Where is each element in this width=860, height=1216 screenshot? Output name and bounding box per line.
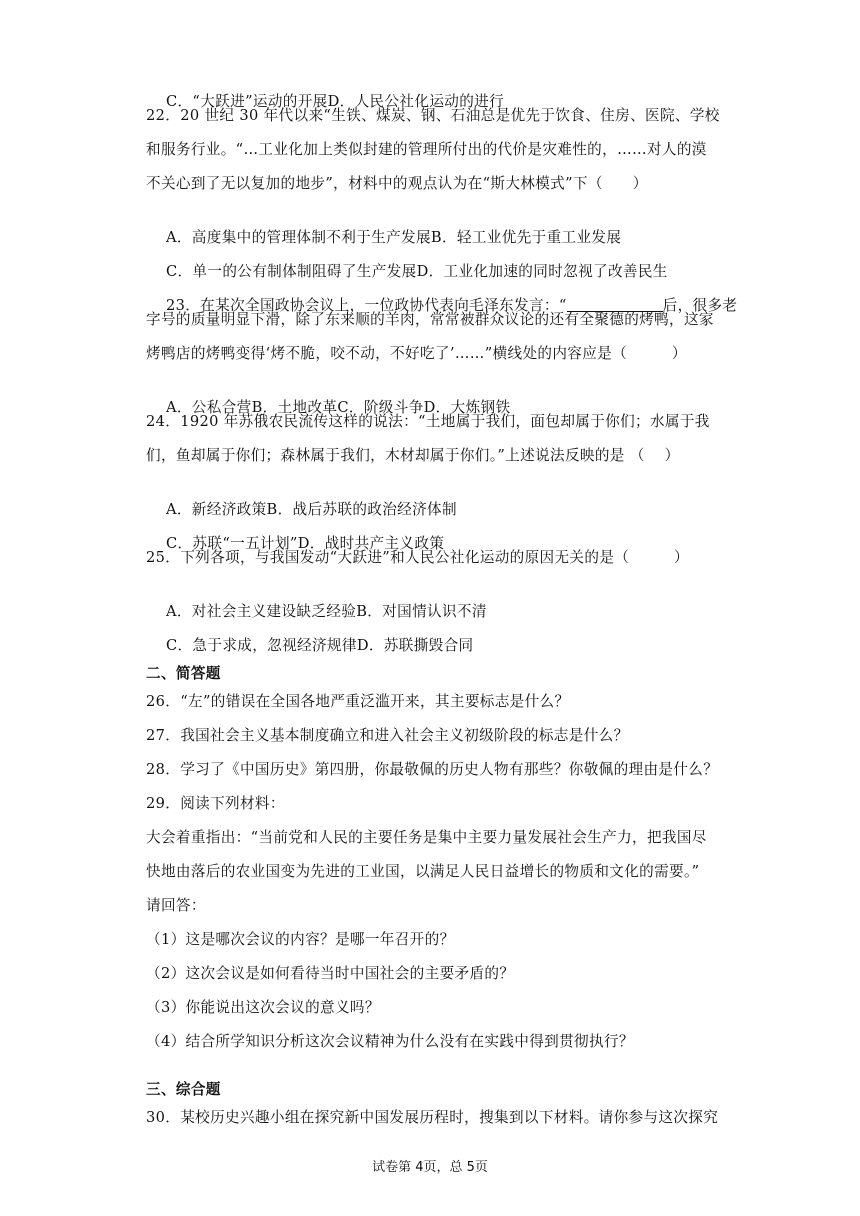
q25-option-b: B．对国情认识不清 — [356, 603, 487, 620]
q25-option-c: C．急于求成，忽视经济规律 — [165, 637, 357, 654]
q25-option-d: D．苏联撕毁合同 — [356, 637, 474, 654]
q24-stem-line-1: 24．1920 年苏俄农民流传这样的说法：“土地属于我们，面包却属于你们；水属于我 — [146, 413, 710, 430]
q26-stem: 26．“左”的错误在全国各地严重泛滥开来，其主要标志是什么？ — [146, 693, 570, 710]
q22-option-d: D．工业化加速的同时忽视了改善民生 — [416, 263, 668, 280]
q23-stem-line-2: 字号的质量明显下滑，除了东来顺的羊肉，常常被群众议论的还有全聚德的烤鸭，这家 — [146, 311, 714, 328]
q29-sub-1: （1）这是哪次会议的内容？是哪一年召开的？ — [146, 931, 455, 948]
section-3-title: 三、综合题 — [146, 1081, 221, 1098]
q29-sub-3: （3）你能说出这次会议的意义吗？ — [146, 999, 380, 1016]
q29-sub-2: （2）这次会议是如何看待当时中国社会的主要矛盾的？ — [146, 965, 515, 982]
q24-stem-line-2: 们，鱼却属于你们；森林属于我们，木材却属于你们。”上述说法反映的是 （ ） — [146, 447, 680, 464]
q23-stem-post: 后，很多老 — [662, 297, 738, 314]
q23-option-b: B．土地改革 — [251, 399, 338, 416]
q21-option-d: D．人民公社化运动的进行 — [327, 93, 505, 110]
section-2-title: 二、简答题 — [146, 665, 221, 682]
q22-option-a: A．高度集中的管理体制不利于生产发展 — [165, 229, 431, 246]
q23-option-d: D．大炼钢铁 — [423, 399, 511, 416]
q21-option-c: C．“大跃进”运动的开展 — [165, 93, 328, 110]
q24-option-d: D．战时共产主义政策 — [297, 535, 445, 552]
q29-material-line-2: 快地由落后的农业国变为先进的工业国，以满足人民日益增长的物质和文化的需要。” — [146, 863, 700, 880]
q24-option-b: B．战后苏联的政治经济体制 — [266, 501, 457, 518]
q24-option-a: A．新经济政策 — [165, 501, 267, 518]
q23-option-a: A．公私合营 — [165, 399, 252, 416]
page-footer: 试卷第 4页，总 5页 — [372, 1160, 488, 1175]
q23-option-c: C．阶级斗争 — [337, 399, 424, 416]
q28-stem: 28．学习了《中国历史》第四册，你最敬佩的历史人物有那些？你敬佩的理由是什么？ — [146, 761, 719, 778]
q23-stem-line-3: 烤鸭店的烤鸭变得‘烤不脆，咬不动，不好吃了’……”横线处的内容应是（ ） — [146, 345, 687, 362]
q22-stem-line-3: 不关心到了无以复加的地步”，材料中的观点认为在“斯大林模式”下（ ） — [146, 175, 648, 192]
q23-stem-pre: 23．在某次全国政协会议上，一位政协代表向毛泽东发言：“ — [165, 297, 567, 314]
q30-stem-line-1: 30．某校历史兴趣小组在探究新中国发展历程时，搜集到以下材料。请你参与这次探究 — [146, 1109, 719, 1126]
q24-option-c: C．苏联“一五计划” — [165, 535, 298, 552]
q29-sub-4: （4）结合所学知识分析这次会议精神为什么没有在实践中得到贯彻执行？ — [146, 1033, 634, 1050]
q22-option-c: C．单一的公有制体制阻碍了生产发展 — [165, 263, 417, 280]
q25-stem-line-1: 25．下列各项，与我国发动“大跃进”和人民公社化运动的原因无关的是（ ） — [146, 549, 689, 566]
q29-ask: 请回答： — [146, 897, 206, 914]
q29-intro: 29．阅读下列材料： — [146, 795, 285, 812]
q22-stem-line-2: 和服务行业。“…工业化加上类似封建的管理所付出的代价是灾难性的，……对人的漠 — [146, 141, 707, 158]
q25-option-a: A．对社会主义建设缺乏经验 — [165, 603, 357, 620]
q22-stem-line-1: 22．20 世纪 30 年代以来“生铁、煤炭、钢、石油总是优先于饮食、住房、医院、学校 — [146, 107, 720, 124]
q27-stem: 27．我国社会主义基本制度确立和进入社会主义初级阶段的标志是什么？ — [146, 727, 629, 744]
q22-option-b: B．轻工业优先于重工业发展 — [430, 229, 622, 246]
q29-material-line-1: 大会着重指出：“当前党和人民的主要任务是集中主要力量发展社会生产力，把我国尽 — [146, 829, 707, 846]
